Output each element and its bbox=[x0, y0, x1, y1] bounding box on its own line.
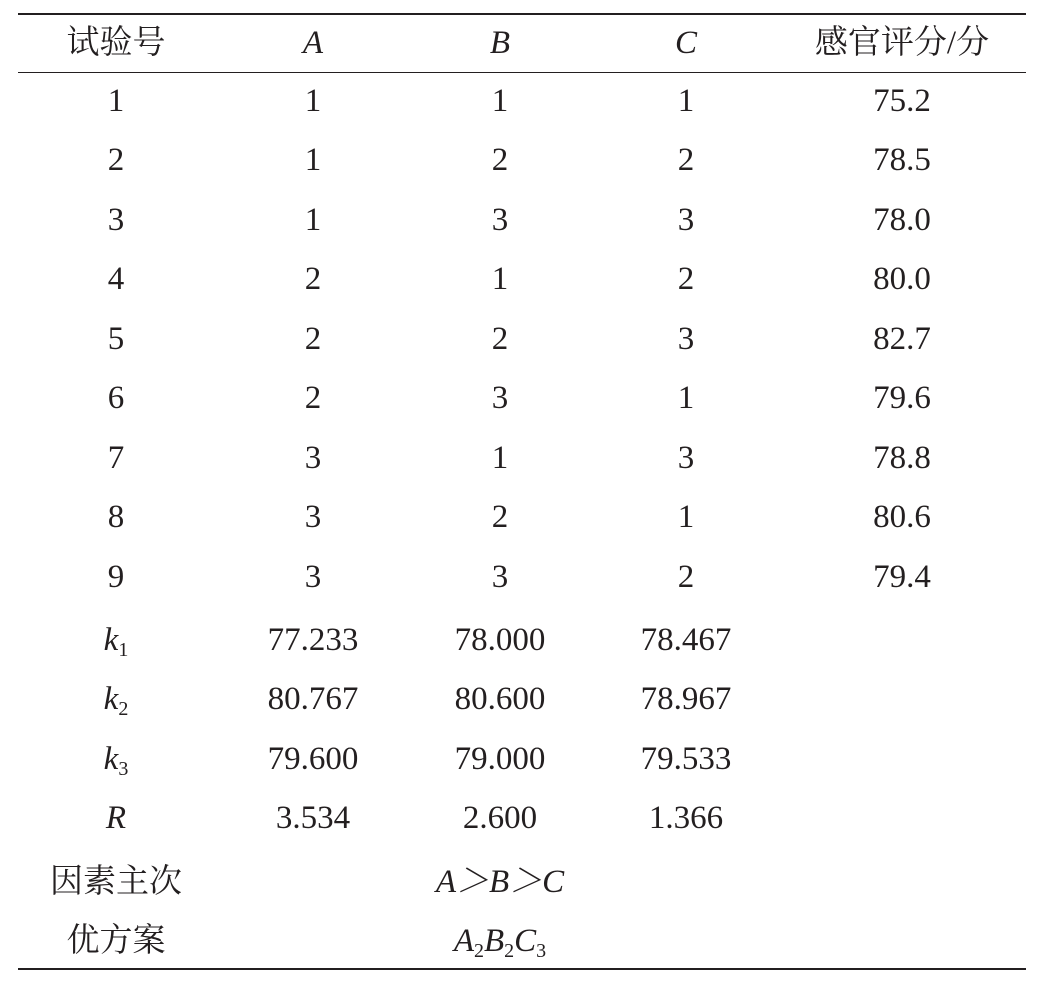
table-cell: 2 bbox=[677, 559, 695, 595]
table-cell: 80.6 bbox=[873, 499, 931, 535]
header-sensory-score: 感官评分/分 bbox=[814, 25, 990, 61]
table-cell: 2 bbox=[304, 380, 322, 416]
table-cell: 79.600 bbox=[267, 741, 359, 777]
table-cell: 78.8 bbox=[873, 440, 931, 476]
table-cell: 1 bbox=[677, 499, 695, 535]
table-cell: 2 bbox=[491, 142, 509, 178]
table-cell: 1 bbox=[491, 261, 509, 297]
table-cell: 78.5 bbox=[873, 142, 931, 178]
table-cell: 80.767 bbox=[267, 681, 359, 717]
table-header-rule bbox=[18, 72, 1026, 73]
table-cell: 3 bbox=[491, 559, 509, 595]
table-cell: 1 bbox=[304, 83, 322, 119]
optimal-scheme-value: $A_2B_2C_3$ bbox=[453, 923, 547, 962]
table-cell: 77.233 bbox=[267, 622, 359, 658]
table-cell: 3 bbox=[677, 321, 695, 357]
table-cell: 1.366 bbox=[648, 800, 724, 836]
table-cell: 3 bbox=[491, 202, 509, 238]
r-label: R bbox=[105, 800, 127, 836]
table-cell: 79.4 bbox=[873, 559, 931, 595]
table-cell: 1 bbox=[107, 83, 125, 119]
k3-label: $k_3$ bbox=[103, 741, 129, 780]
table-cell: 2 bbox=[304, 321, 322, 357]
table-cell: 2 bbox=[677, 142, 695, 178]
table-bottom-rule bbox=[18, 968, 1026, 970]
table-cell: 1 bbox=[677, 83, 695, 119]
table-cell: 3 bbox=[304, 440, 322, 476]
table-cell: 79.6 bbox=[873, 380, 931, 416]
k1-label: $k_1$ bbox=[103, 622, 129, 661]
table-cell: 4 bbox=[107, 261, 125, 297]
table-cell: 3 bbox=[107, 202, 125, 238]
table-cell: 80.0 bbox=[873, 261, 931, 297]
table-cell: 9 bbox=[107, 559, 125, 595]
table-cell: 78.967 bbox=[640, 681, 732, 717]
table-cell: 75.2 bbox=[873, 83, 931, 119]
table-cell: 2.600 bbox=[462, 800, 538, 836]
table-cell: 3 bbox=[304, 559, 322, 595]
table-cell: 80.600 bbox=[454, 681, 546, 717]
table-cell: 8 bbox=[107, 499, 125, 535]
table-cell: 78.0 bbox=[873, 202, 931, 238]
table-cell: 78.000 bbox=[454, 622, 546, 658]
table-cell: 7 bbox=[107, 440, 125, 476]
table-cell: 3 bbox=[304, 499, 322, 535]
table-cell: 1 bbox=[491, 440, 509, 476]
header-factor-a: A bbox=[302, 25, 324, 61]
table-cell: 3 bbox=[677, 202, 695, 238]
table-cell: 78.467 bbox=[640, 622, 732, 658]
table-top-rule bbox=[18, 13, 1026, 15]
table-cell: 1 bbox=[304, 142, 322, 178]
optimal-scheme-label: 优方案 bbox=[66, 923, 166, 959]
k2-label: $k_2$ bbox=[103, 681, 129, 720]
table-cell: 2 bbox=[491, 499, 509, 535]
table-cell: 2 bbox=[491, 321, 509, 357]
table-cell: 82.7 bbox=[873, 321, 931, 357]
table-cell: 1 bbox=[491, 83, 509, 119]
table-cell: 1 bbox=[677, 380, 695, 416]
table-cell: 79.000 bbox=[454, 741, 546, 777]
table-cell: 6 bbox=[107, 380, 125, 416]
table-cell: 3.534 bbox=[275, 800, 351, 836]
table-cell: 3 bbox=[491, 380, 509, 416]
table-cell: 5 bbox=[107, 321, 125, 357]
factor-order-label: 因素主次 bbox=[50, 864, 182, 900]
table-cell: 2 bbox=[107, 142, 125, 178]
header-factor-c: C bbox=[674, 25, 698, 61]
factor-order-value: A＞B＞C bbox=[435, 864, 565, 900]
header-factor-b: B bbox=[489, 25, 511, 61]
table-cell: 2 bbox=[677, 261, 695, 297]
header-trial-no: 试验号 bbox=[66, 25, 166, 61]
table-cell: 79.533 bbox=[640, 741, 732, 777]
table-cell: 1 bbox=[304, 202, 322, 238]
table-cell: 2 bbox=[304, 261, 322, 297]
table-cell: 3 bbox=[677, 440, 695, 476]
